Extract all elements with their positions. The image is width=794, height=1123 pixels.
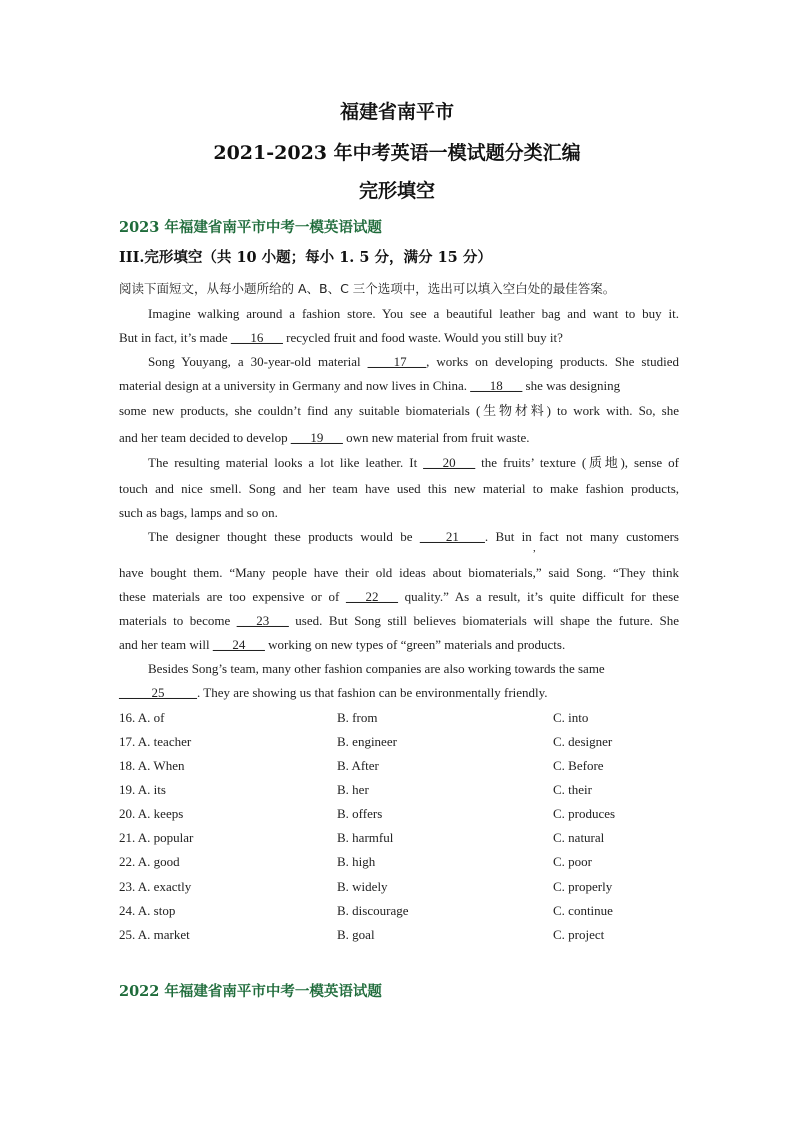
passage-line: _____25_____. They are showing us that fashion can be environmentally friendly. bbox=[119, 685, 548, 700]
passage-line: have bought them. “Many people have their old ideas about biomaterials,” said Song. “They think bbox=[119, 565, 679, 580]
blank-24: ___24___ bbox=[212, 637, 265, 652]
option-b: B. goal bbox=[337, 927, 375, 942]
blank-16: ___16___ bbox=[230, 330, 283, 345]
option-b: B. After bbox=[337, 758, 379, 773]
option-a: 18. A. When bbox=[119, 758, 185, 773]
subheading-2022: 2022 年福建省南平市中考一模英语试题 bbox=[119, 983, 382, 1000]
blank-19: ___19___ bbox=[290, 430, 343, 445]
option-c: C. project bbox=[553, 927, 605, 942]
option-a: 16. A. of bbox=[119, 710, 165, 725]
passage-line: Imagine walking around a fashion store. You see a beautiful leather bag and want to buy it. bbox=[148, 306, 679, 321]
passage-line: Besides Song’s team, many other fashion companies are also working towards the same bbox=[148, 661, 605, 676]
stray-comma: , bbox=[533, 542, 536, 554]
passage-line: The resulting material looks a lot like leather. It ___20___ the fruits’ texture (质地), sense of bbox=[148, 455, 679, 470]
option-a: 19. A. its bbox=[119, 782, 166, 797]
question-row bbox=[119, 782, 679, 798]
option-c: C. poor bbox=[553, 854, 592, 869]
subheading-2023: 2023 年福建省南平市中考一模英语试题 bbox=[119, 219, 382, 236]
passage-line: material design at a university in Germany and now lives in China. ___18___ she was designing bbox=[119, 378, 621, 393]
option-b: B. high bbox=[337, 854, 376, 869]
question-row bbox=[119, 879, 679, 895]
option-b: B. offers bbox=[337, 806, 383, 821]
blank-18: ___18___ bbox=[470, 378, 523, 393]
instructions: 阅读下面短文，从每小题所给的 A、B、C 三个选项中，选出可以填入空白处的最佳答案。 bbox=[119, 281, 616, 296]
option-b: B. from bbox=[337, 710, 378, 725]
passage-line: such as bags, lamps and so on. bbox=[119, 505, 278, 520]
question-row bbox=[119, 710, 679, 726]
option-b: B. engineer bbox=[337, 734, 397, 749]
passage-line: The designer thought these products would be ____21____. But in fact not many customers bbox=[148, 529, 679, 544]
passage-line: materials to become ___23___ used. But Song still believes biomaterials will shape the future. She bbox=[119, 613, 679, 628]
blank-23: ___23___ bbox=[236, 613, 289, 628]
blank-22: ___22___ bbox=[345, 589, 398, 604]
passage-line: touch and nice smell. Song and her team have used this new material to make fashion products, bbox=[119, 481, 679, 496]
option-c: C. continue bbox=[553, 903, 613, 918]
blank-25: _____25_____ bbox=[119, 685, 197, 700]
option-c: C. natural bbox=[553, 830, 605, 845]
option-c: C. properly bbox=[553, 879, 613, 894]
option-b: B. discourage bbox=[337, 903, 409, 918]
passage-line: some new products, she couldn’t find any suitable biomaterials (生物材料) to work with. So, she bbox=[119, 403, 679, 418]
option-c: C. their bbox=[553, 782, 592, 797]
option-b: B. harmful bbox=[337, 830, 394, 845]
section-heading: III.完形填空（共 10 小题；每小 1. 5 分，满分 15 分） bbox=[119, 249, 492, 266]
option-a: 25. A. market bbox=[119, 927, 190, 942]
option-a: 22. A. good bbox=[119, 854, 180, 869]
blank-20: ___20___ bbox=[423, 455, 476, 470]
passage-line: Song Youyang, a 30-year-old material ____17___, works on developing products. She studied bbox=[148, 354, 679, 369]
passage-line: these materials are too expensive or of ___22___ quality.” As a result, it’s quite difficult for these bbox=[119, 589, 680, 604]
option-c: C. into bbox=[553, 710, 589, 725]
passage-line: and her team decided to develop ___19___ own new material from fruit waste. bbox=[119, 430, 530, 445]
blank-17: ____17___ bbox=[367, 354, 427, 369]
blank-21: ____21____ bbox=[419, 529, 485, 544]
option-a: 23. A. exactly bbox=[119, 879, 192, 894]
option-b: B. her bbox=[337, 782, 369, 797]
option-a: 17. A. teacher bbox=[119, 734, 192, 749]
question-row bbox=[119, 758, 679, 774]
question-row bbox=[119, 734, 679, 750]
option-a: 21. A. popular bbox=[119, 830, 194, 845]
option-c: C. designer bbox=[553, 734, 613, 749]
option-b: B. widely bbox=[337, 879, 388, 894]
option-a: 24. A. stop bbox=[119, 903, 176, 918]
doc-title-topic: 完形填空 bbox=[358, 180, 435, 202]
question-row bbox=[119, 806, 679, 822]
passage-line: But in fact, it’s made ___16___ recycled fruit and food waste. Would you still buy it? bbox=[119, 330, 563, 345]
option-c: C. Before bbox=[553, 758, 604, 773]
question-row bbox=[119, 830, 679, 846]
passage-line: and her team will ___24___ working on new types of “green” materials and products. bbox=[119, 637, 566, 652]
question-row bbox=[119, 903, 679, 919]
question-row bbox=[119, 927, 679, 943]
option-c: C. produces bbox=[553, 806, 616, 821]
option-a: 20. A. keeps bbox=[119, 806, 184, 821]
doc-title-main: 2021-2023 年中考英语一模试题分类汇编 bbox=[213, 142, 581, 164]
question-row bbox=[119, 854, 679, 870]
doc-title-region: 福建省南平市 bbox=[339, 101, 454, 123]
